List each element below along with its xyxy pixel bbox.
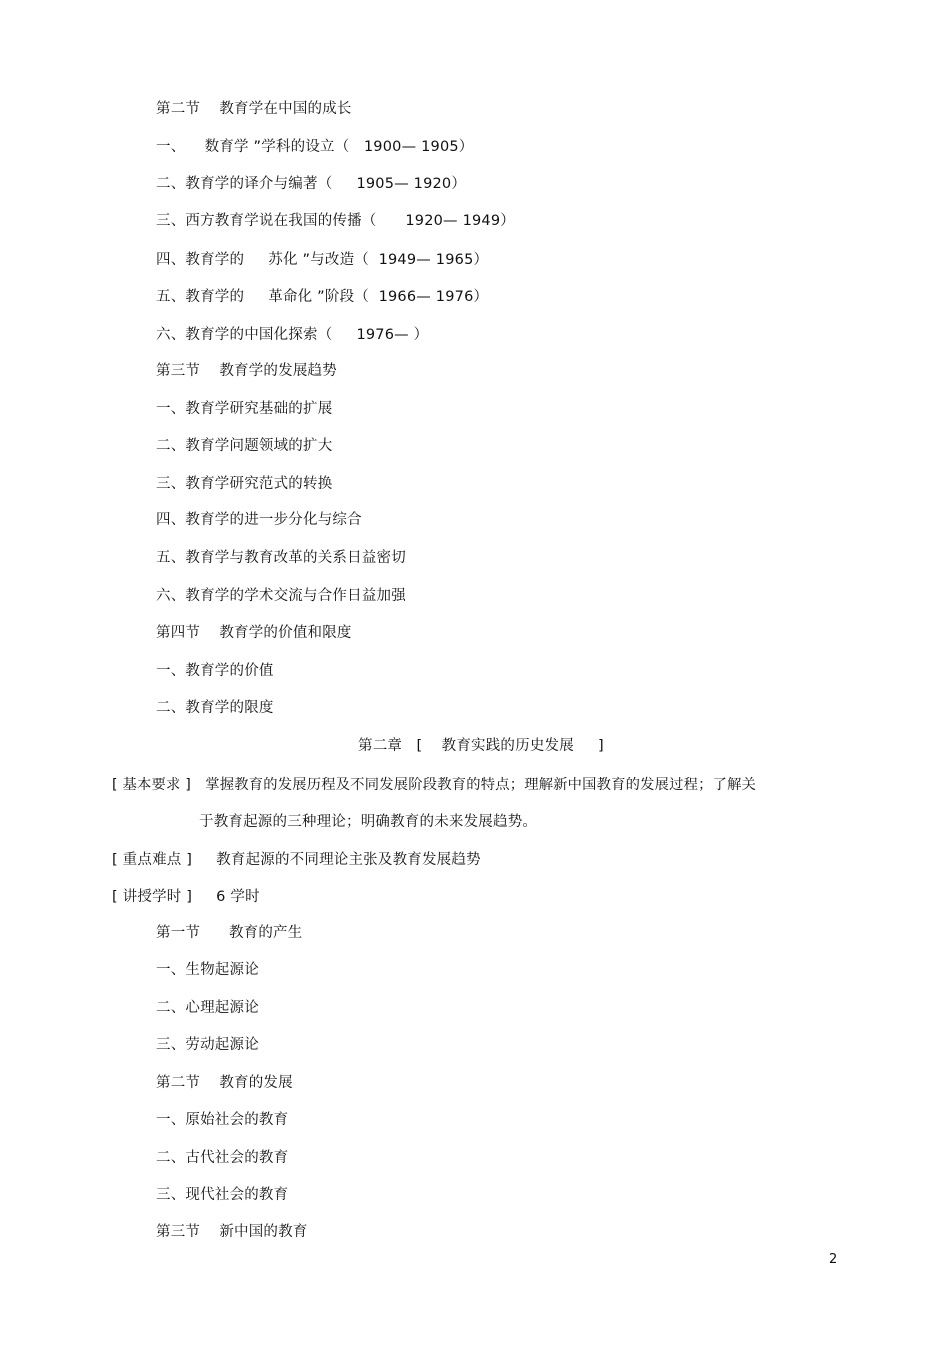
list-item: 二、古代社会的教育 <box>156 1150 289 1166</box>
list-item: 三、劳动起源论 <box>156 1037 259 1053</box>
list-item: 一、 数育学 ”学科的设立（ 1900— 1905） <box>156 139 474 155</box>
list-item: 六、教育学的学术交流与合作日益加强 <box>156 588 406 604</box>
section-heading: 第三节 教育学的发展趋势 <box>156 363 337 379</box>
teaching-hours-line: [ 讲授学时 ] 6 学时 <box>112 889 260 905</box>
chapter-heading: 第二章 [ 教育实践的历史发展 ] <box>358 738 604 754</box>
section-heading: 第二节 教育的发展 <box>156 1075 293 1091</box>
list-item: 六、教育学的中国化探索（ 1976— ） <box>156 327 429 343</box>
list-item: 一、教育学的价值 <box>156 663 274 679</box>
page-number: 2 <box>829 1252 838 1267</box>
section-heading: 第一节 教育的产生 <box>156 925 303 941</box>
list-item: 五、教育学与教育改革的关系日益密切 <box>156 550 406 566</box>
requirements-continuation: 于教育起源的三种理论；明确教育的未来发展趋势。 <box>199 814 538 830</box>
list-item: 一、教育学研究基础的扩展 <box>156 401 333 417</box>
list-item: 四、教育学的 苏化 ”与改造（ 1949— 1965） <box>156 252 489 268</box>
list-item: 二、教育学的限度 <box>156 700 274 716</box>
section-heading: 第二节 教育学在中国的成长 <box>156 101 352 117</box>
list-item: 三、现代社会的教育 <box>156 1187 289 1203</box>
list-item: 三、西方教育学说在我国的传播（ 1920— 1949） <box>156 213 515 229</box>
section-heading: 第三节 新中国的教育 <box>156 1224 308 1240</box>
list-item: 三、教育学研究范式的转换 <box>156 476 333 492</box>
list-item: 二、教育学问题领域的扩大 <box>156 438 333 454</box>
list-item: 二、教育学的译介与编著（ 1905— 1920） <box>156 176 467 192</box>
section-heading: 第四节 教育学的价值和限度 <box>156 625 352 641</box>
list-item: 四、教育学的进一步分化与综合 <box>156 512 362 528</box>
list-item: 五、教育学的 革命化 ”阶段（ 1966— 1976） <box>156 289 489 305</box>
requirements-paragraph: [ 基本要求 ] 掌握教育的发展历程及不同发展阶段教育的特点；理解新中国教育的发展过程；了解关 <box>112 777 757 793</box>
list-item: 二、心理起源论 <box>156 1000 259 1016</box>
list-item: 一、生物起源论 <box>156 962 259 978</box>
key-points-line: [ 重点难点 ] 教育起源的不同理论主张及教育发展趋势 <box>112 852 481 868</box>
list-item: 一、原始社会的教育 <box>156 1112 289 1128</box>
